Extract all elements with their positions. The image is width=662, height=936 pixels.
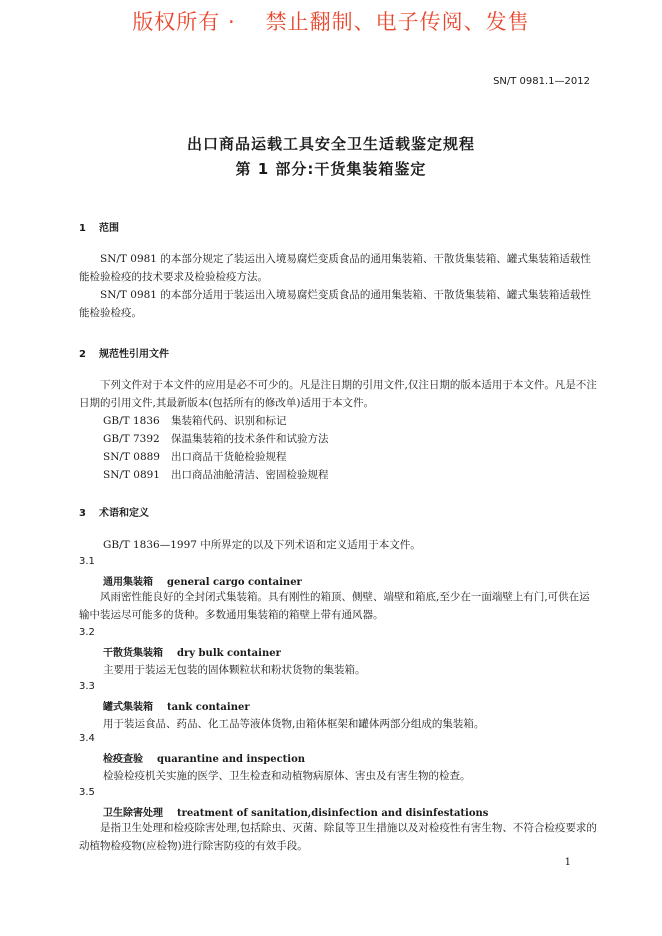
- section-number: 2: [79, 349, 86, 360]
- term-cn: 检疫查验: [103, 754, 143, 765]
- term-en: tank container: [167, 702, 250, 713]
- reference-code: SN/T 0889: [103, 451, 160, 463]
- section-number: 1: [79, 223, 86, 234]
- reference-title: 集装箱代码、识别和标记: [171, 415, 287, 427]
- reference-item: [103, 467, 329, 482]
- term-cn: 罐式集装箱: [103, 702, 153, 713]
- reference-code: GB/T 1836: [103, 415, 160, 427]
- term-en: quarantine and inspection: [157, 754, 306, 765]
- term-en: dry bulk container: [177, 648, 281, 659]
- document-title: 出口商品运载工具安全卫生适载鉴定规程: [186, 135, 475, 153]
- section-heading-scope: [79, 219, 119, 234]
- term-number: 3.3: [79, 681, 95, 692]
- term-number: 3.4: [79, 733, 95, 744]
- watermark-left: 版权所有 ·: [132, 10, 236, 34]
- term-cn: 干散货集装箱: [103, 648, 163, 659]
- term-number: 3.1: [79, 556, 95, 567]
- term-cn: 卫生除害处理: [103, 808, 163, 819]
- reference-title: 出口商品干货舱检验规程: [171, 451, 287, 463]
- section-title: 范围: [99, 223, 119, 234]
- reference-item: [103, 431, 329, 446]
- term-definition: 是指卫生处理和检疫除害处理,包括除虫、灭菌、除鼠等卫生措施以及对检疫性有害生物、不符合检疫要求的动植物检疫物(应检物)进行除害防疫的有效手段。: [79, 822, 597, 852]
- scope-paragraph-1: SN/T 0981 的本部分规定了装运出入境易腐烂变质食品的通用集装箱、干散货集装箱、罐式集装箱适载性能检验检疫的技术要求及检验检疫方法。: [79, 253, 591, 283]
- section-title: 规范性引用文件: [99, 349, 169, 360]
- copyright-watermark: [0, 6, 662, 36]
- document-subtitle: 第 1 部分:干货集装箱鉴定: [235, 160, 427, 178]
- term-definition: 主要用于装运无包装的固体颗粒状和粉状货物的集装箱。: [103, 664, 366, 676]
- term-heading: [103, 573, 302, 588]
- reference-item: [103, 413, 287, 428]
- term-number: 3.2: [79, 627, 95, 638]
- section-title: 术语和定义: [99, 508, 149, 519]
- watermark-right: 禁止翻制、电子传阅、发售: [265, 10, 530, 34]
- reference-code: SN/T 0891: [103, 469, 160, 481]
- reference-item: [103, 449, 287, 464]
- term-definition: 检验检疫机关实施的医学、卫生检查和动植物病原体、害虫及有害生物的检查。: [103, 770, 471, 782]
- section-heading-references: [79, 345, 169, 360]
- term-definition: 风雨密性能良好的全封闭式集装箱。具有刚性的箱顶、侧壁、端壁和箱底,至少在一面端壁上有门,可供在运输中装运尽可能多的货种。多数通用集装箱的箱壁上带有通风器。: [79, 591, 590, 621]
- reference-title: 保温集装箱的技术条件和试验方法: [171, 433, 329, 445]
- term-cn: 通用集装箱: [103, 577, 153, 588]
- term-en: treatment of sanitation,disinfection and disinfestations: [177, 808, 489, 819]
- term-heading: [103, 750, 305, 765]
- term-heading: [103, 644, 281, 659]
- term-en: general cargo container: [167, 577, 302, 588]
- section-heading-terms: [79, 504, 149, 519]
- references-intro: 下列文件对于本文件的应用是必不可少的。凡是注日期的引用文件,仅注日期的版本适用于本文件。凡是不注日期的引用文件,其最新版本(包括所有的修改单)适用于本文件。: [79, 379, 597, 409]
- term-definition: 用于装运食品、药品、化工品等液体货物,由箱体框架和罐体两部分组成的集装箱。: [103, 718, 485, 730]
- page-number: 1: [564, 857, 571, 868]
- standard-number: SN/T 0981.1—2012: [493, 76, 590, 87]
- reference-code: GB/T 7392: [103, 433, 160, 445]
- term-heading: [103, 804, 488, 819]
- scope-paragraph-2: SN/T 0981 的本部分适用于装运出入境易腐烂变质食品的通用集装箱、干散货集装箱、罐式集装箱适载性能检验检疫。: [79, 289, 591, 319]
- reference-title: 出口商品油舱清洁、密固检验规程: [171, 469, 329, 481]
- terms-intro: GB/T 1836—1997 中所界定的以及下列术语和定义适用于本文件。: [103, 539, 421, 551]
- term-heading: [103, 698, 250, 713]
- term-number: 3.5: [79, 787, 95, 798]
- section-number: 3: [79, 508, 86, 519]
